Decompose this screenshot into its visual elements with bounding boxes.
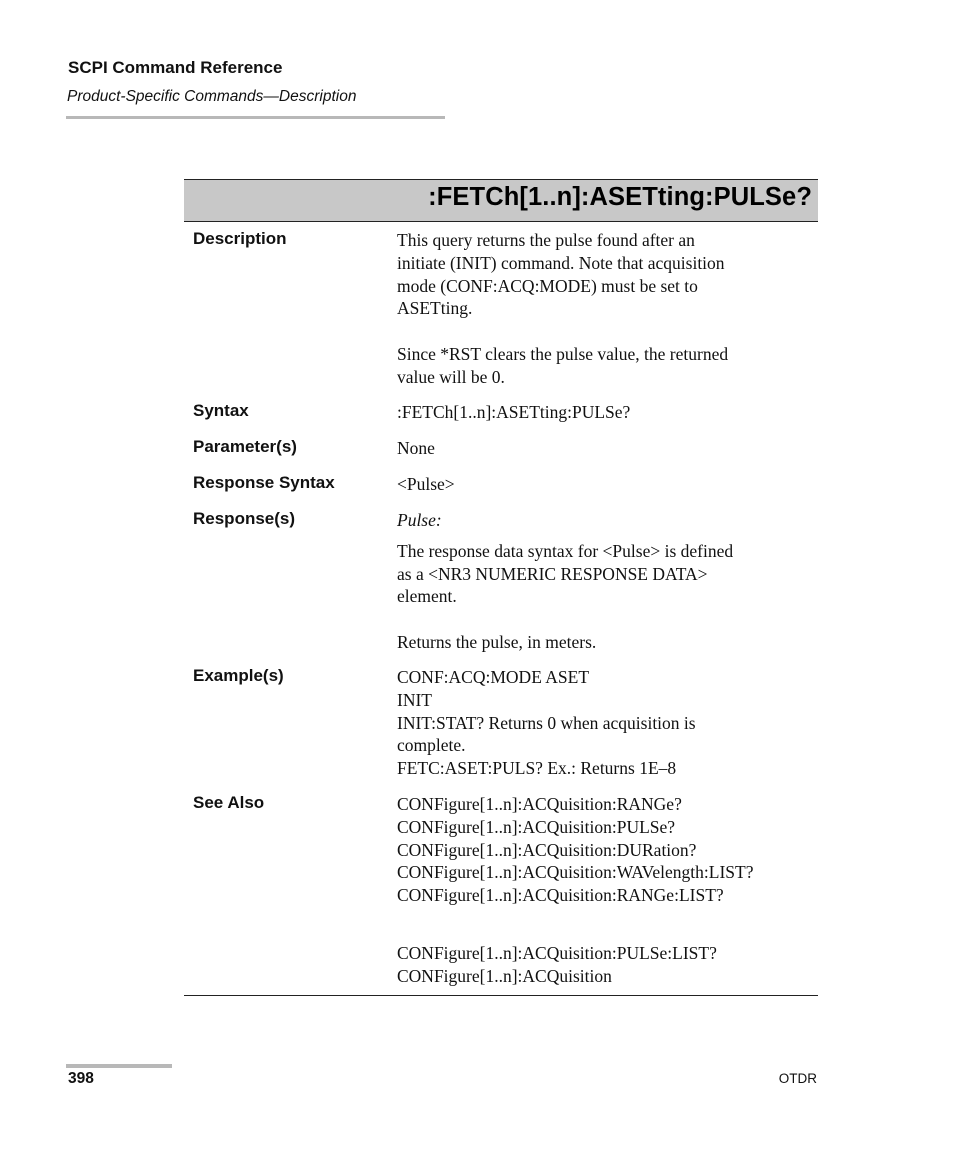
response-line: as a <NR3 NUMERIC RESPONSE DATA> xyxy=(397,563,708,584)
example-line: INIT xyxy=(397,689,432,710)
example-line: INIT:STAT? Returns 0 when acquisition is xyxy=(397,712,696,733)
description-line: This query returns the pulse found after an xyxy=(397,230,695,250)
see-also-item: CONFigure[1..n]:ACQuisition:RANGe:LIST? xyxy=(397,885,724,906)
see-also-item: CONFigure[1..n]:ACQuisition:RANGe? xyxy=(397,794,682,814)
paragraph-spacer xyxy=(397,320,815,343)
table-bottom-rule xyxy=(184,995,818,996)
parameters-label: Parameter(s) xyxy=(193,437,297,456)
response-line: Returns the pulse, in meters. xyxy=(397,631,597,652)
page-number: 398 xyxy=(68,1070,94,1087)
response-syntax-label: Response Syntax xyxy=(193,473,335,492)
syntax-label: Syntax xyxy=(193,401,249,420)
description-line: ASETting. xyxy=(397,298,473,319)
responses-text xyxy=(397,509,815,654)
response-line: element. xyxy=(397,586,457,607)
see-also-item: CONFigure[1..n]:ACQuisition:DURation? xyxy=(397,839,697,860)
responses-label: Response(s) xyxy=(193,509,296,528)
description-line: value will be 0. xyxy=(397,366,505,387)
description-line: initiate (INIT) command. Note that acquisition xyxy=(397,252,725,273)
example-line: complete. xyxy=(397,735,466,756)
paragraph-spacer xyxy=(397,608,815,631)
see-also-item: CONFigure[1..n]:ACQuisition:PULSe:LIST? xyxy=(397,942,717,963)
example-line: FETC:ASET:PULS? Ex.: Returns 1E–8 xyxy=(397,758,677,779)
response-name: Pulse: xyxy=(397,510,442,530)
description-line: mode (CONF:ACQ:MODE) must be set to xyxy=(397,275,698,296)
paragraph-spacer xyxy=(397,532,815,540)
see-also-text xyxy=(397,793,815,988)
command-title-bar xyxy=(184,179,818,222)
syntax-value: :FETCh[1..n]:ASETting:PULSe? xyxy=(397,402,631,422)
product-name: OTDR xyxy=(778,1071,817,1086)
see-also-item: CONFigure[1..n]:ACQuisition:WAVelength:LIST? xyxy=(397,862,754,883)
section-title: SCPI Command Reference xyxy=(68,58,283,77)
response-syntax-value: <Pulse> xyxy=(397,474,455,494)
examples-text xyxy=(397,666,815,780)
see-also-item: CONFigure[1..n]:ACQuisition xyxy=(397,965,612,986)
header-divider xyxy=(66,116,445,119)
see-also-label: See Also xyxy=(193,793,265,812)
description-label: Description xyxy=(193,229,287,248)
footer-divider xyxy=(66,1064,172,1068)
section-subtitle: Product-Specific Commands—Description xyxy=(67,88,357,105)
response-line: The response data syntax for <Pulse> is defined xyxy=(397,540,734,561)
description-text xyxy=(397,229,815,389)
parameters-value: None xyxy=(397,438,435,458)
paragraph-spacer xyxy=(397,907,815,942)
example-line: CONF:ACQ:MODE ASET xyxy=(397,667,590,687)
description-line: Since *RST clears the pulse value, the returned xyxy=(397,343,729,364)
examples-label: Example(s) xyxy=(193,666,284,685)
command-title: :FETCh[1..n]:ASETting:PULSe? xyxy=(428,183,812,211)
see-also-item: CONFigure[1..n]:ACQuisition:PULSe? xyxy=(397,816,676,837)
